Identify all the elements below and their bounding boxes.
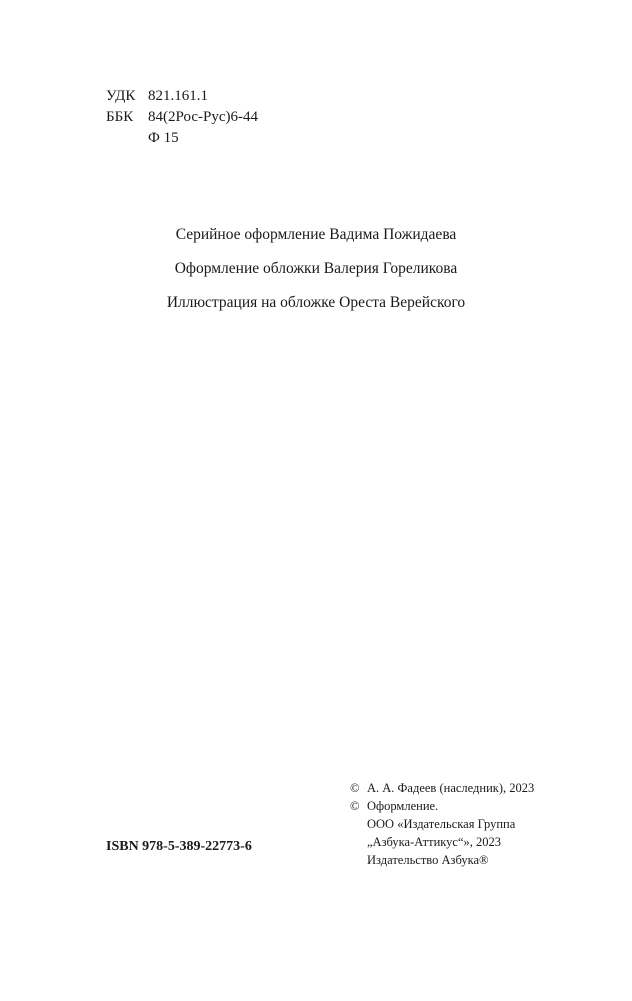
credit-cover-design: Оформление обложки Валерия Гореликова — [174, 260, 458, 277]
udk-row — [106, 86, 258, 107]
copyright-author-row — [350, 779, 534, 797]
copyright-design-row — [350, 797, 534, 815]
udk-label: УДК — [106, 88, 136, 104]
isbn: ISBN 978-5-389-22773-6 — [106, 839, 252, 854]
author-mark-row — [106, 128, 258, 149]
bbk-value: 84(2Рос-Рус)6-44 — [148, 109, 258, 125]
copyright-imprint: Издательство Азбука® — [367, 853, 489, 867]
copyright-author: А. А. Фадеев (наследник), 2023 — [367, 781, 535, 795]
author-mark: Ф 15 — [148, 130, 179, 146]
classification-block — [106, 86, 258, 149]
bbk-label: ББК — [106, 109, 134, 125]
copyright-symbol: © — [350, 799, 360, 813]
udk-value: 821.161.1 — [148, 88, 208, 104]
credit-cover-illustration: Иллюстрация на обложке Ореста Верейского — [166, 294, 466, 311]
copyright-publisher-line: ООО «Издательская Группа — [367, 817, 516, 831]
bbk-row — [106, 107, 258, 128]
copyright-publisher-year: „Азбука-Аттикус“», 2023 — [367, 835, 502, 849]
design-credits — [0, 218, 632, 320]
copyright-design: Оформление. — [367, 799, 439, 813]
copyright-block — [350, 779, 534, 869]
credit-series-design: Серийное оформление Вадима Пожидаева — [175, 226, 457, 243]
copyright-symbol: © — [350, 781, 360, 795]
